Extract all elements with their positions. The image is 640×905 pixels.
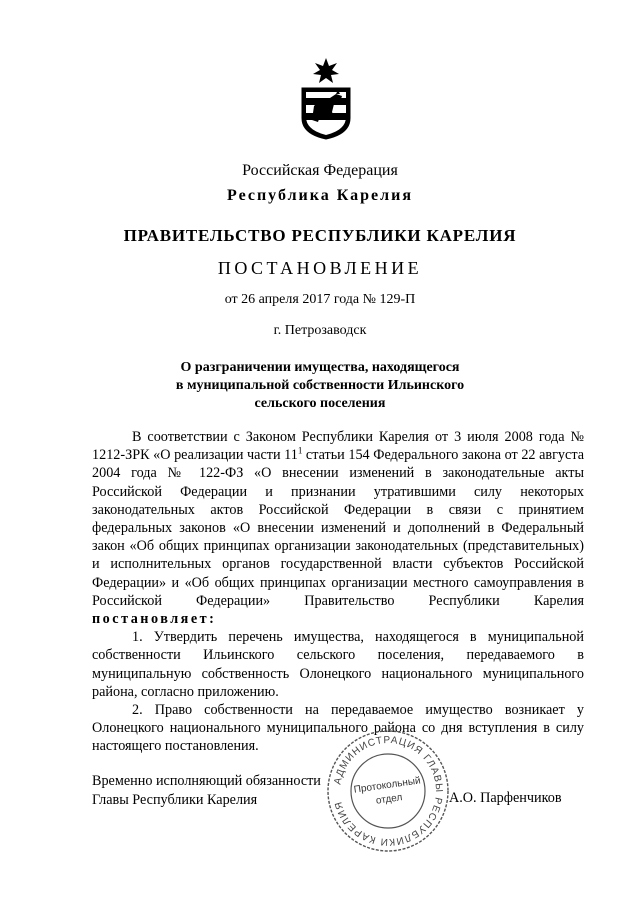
signatory-name: А.О. Парфенчиков [449,790,562,806]
title-line: в муниципальной собственности Ильинского [175,378,465,393]
signatory-position [92,772,321,809]
title-line: сельского поселения [254,396,386,411]
city: г. Петрозаводск [273,323,367,338]
country-name: Российская Федерация [242,162,398,179]
svg-text:АДМИНИСТРАЦИЯ ГЛАВЫ РЕСПУБЛИКИ [332,735,444,847]
clause-2: 2. Право собственности на передаваемое имущество возникает у Олонецкого национального муниципального района со дня вступления в силу настоящего постановления. [92,702,584,755]
stamp-center-line: отдел [375,792,404,807]
stamp-center-line: Протокольный [353,775,422,796]
stamp-ring-text: АДМИНИСТРАЦИЯ ГЛАВЫ РЕСПУБЛИКИ КАРЕЛИЯ [332,734,445,848]
document-title [0,359,640,413]
preamble-paragraph [92,428,584,628]
date-and-number: от 26 апреля 2017 года № 129-П [224,292,416,307]
document-body [92,428,584,756]
decree-word: постановляет: [92,611,217,628]
republic-name: Республика Карелия [227,187,413,204]
position-line: Главы Республики Карелия [92,791,258,808]
government-name: ПРАВИТЕЛЬСТВО РЕСПУБЛИКИ КАРЕЛИЯ [123,226,517,245]
preamble-text-a: В соответствии с Законом Республики Карелия от 3 июля 2008 года № 1212-ЗРК «О реализации части 11 [92,429,584,464]
document-type: ПОСТАНОВЛЕНИЕ [217,258,423,278]
title-line: О разграничении имущества, находящегося [180,360,460,375]
karelia-coat-of-arms-icon [298,58,354,140]
superscript: 1 [297,445,303,456]
position-line: Временно исполняющий обязанности [92,773,321,789]
official-stamp [325,728,451,854]
clause-1: 1. Утвердить перечень имущества, находящегося в муниципальной собственности Ильинского сельского поселения, передаваемого в муниципальную собственность Олонецкого национального муниципального района, согласно приложению. [92,629,584,700]
preamble-text-b: статьи 154 Федерального закона от 22 августа 2004 года № 122-ФЗ «О внесении изменений в законодательные акты Российской Федерации и признании утратившими силу некоторых законодательных актов Российской Федерации в связи с принятием федеральных законов «О внесении изменений и дополнений в Федеральный закон «Об общих принципах организации законодательных (представительных) и исполнительных органов государственной власти субъектов Российской Федерации» и «Об общих принципах организации местного самоуправления в Российской Федерации» Правительство Республики Карелия [92,447,584,609]
